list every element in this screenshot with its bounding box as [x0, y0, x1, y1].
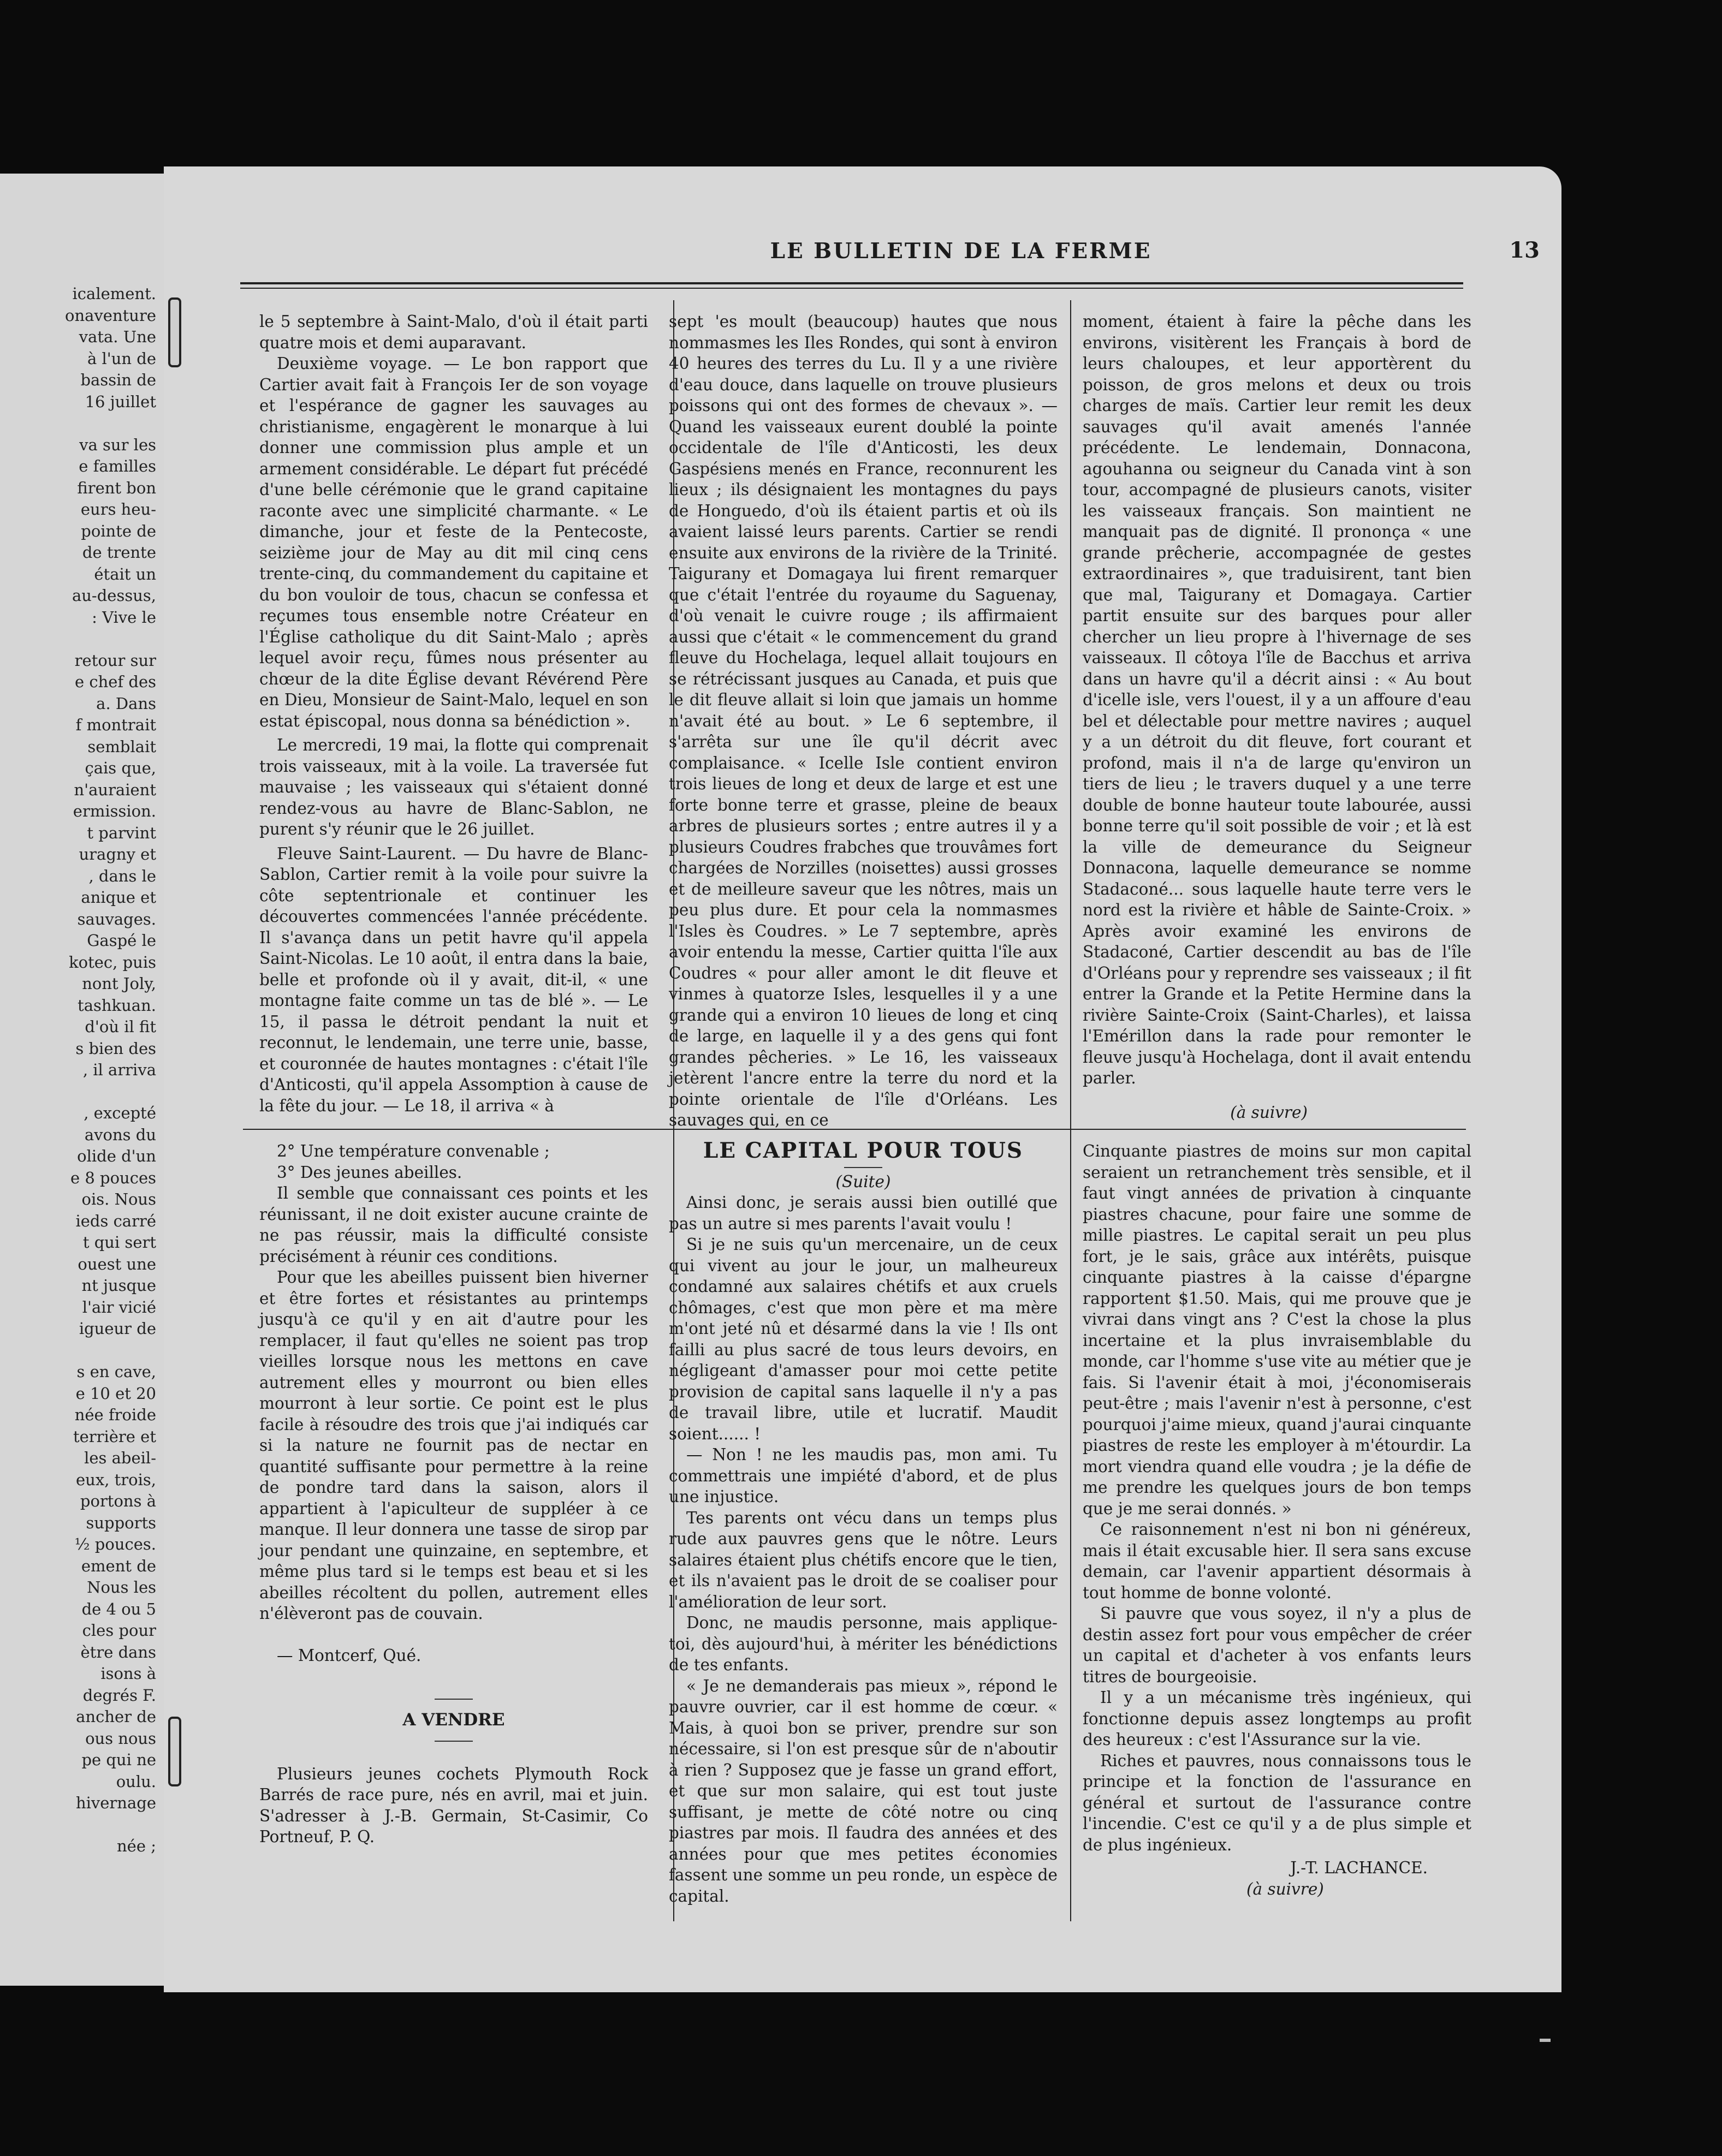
previous-page-line: e 8 pouces: [70, 1168, 156, 1187]
previous-page-line: va sur les: [79, 435, 156, 454]
paragraph: Il y a un mécanisme très ingénieux, qui fonctionne depuis assez longtemps au profit des heureux : c'est l'Assurance sur la vie.: [1083, 1688, 1471, 1749]
paragraph: Riches et pauvres, nous connaissons tous le principe et la fonction de l'assurance en général et surtout de l'assurance contre l'incendie. C'est ce qu'il y a de plus simple et de plus ingénieux.: [1083, 1751, 1471, 1854]
previous-page-line: bassin de: [80, 371, 156, 389]
paragraph: 2° Une température convenable ;: [277, 1142, 550, 1160]
previous-page-line: terrière et: [73, 1427, 156, 1446]
previous-page-line: e 10 et 20: [75, 1384, 156, 1403]
article-title: LE CAPITAL POUR TOUS: [703, 1138, 1024, 1163]
previous-page-line: n'auraient: [74, 780, 156, 799]
previous-page-line: , dans le: [88, 866, 156, 885]
page-header-title: LE BULLETIN DE LA FERME: [770, 239, 1152, 264]
divider: [435, 1699, 473, 1700]
previous-page-line: , excepté: [84, 1104, 156, 1122]
film-edge-mark: [1540, 2039, 1551, 2042]
article-column-1: [259, 311, 648, 1116]
binding-clip-icon: [168, 1717, 181, 1786]
previous-page-line: oulu.: [116, 1772, 156, 1791]
previous-page-line: ermission.: [73, 802, 156, 820]
paragraph: — Non ! ne les maudis pas, mon ami. Tu commettrais une impiété d'abord, et de plus une injustice.: [669, 1445, 1058, 1506]
previous-page-line: au-dessus,: [72, 586, 156, 605]
previous-page-line: degrés F.: [82, 1686, 156, 1705]
previous-page-line: onaventure: [64, 306, 156, 325]
paragraph: Tes parents ont vécu dans un temps plus rude aux pauvres gens que le nôtre. Leurs salaires étaient plus chétifs encore que le tien, et ils n'avaient pas le droit de se coaliser pour l'amélioration de leur sort.: [669, 1508, 1058, 1611]
previous-page-line: ous nous: [85, 1729, 156, 1748]
previous-page-line: d'où il fit: [85, 1017, 156, 1036]
previous-page-line: vata. Une: [79, 327, 156, 346]
classified-title: A VENDRE: [402, 1710, 505, 1730]
previous-page-line: s bien des: [75, 1039, 156, 1058]
paragraph: Pour que les abeilles puissent bien hiverner et être fortes et résistantes au printemps jusqu'à ce qu'il y en ait d'autre pour les remplacer, il faut qu'elles ne soient pas trop vieilles lorsque nous les mettons en cave autrement elles y mourront ou bien elles mourront à leur sortie. Ce point est le plus facile à résoudre des trois que j'ai indiqués car si la nature ne fournit pas de nectar en quantité suffisante pour permettre à la reine de pondre tard dans la saison, alors il appartient à l'apiculteur de suppléer à ce manque. Il leur donnera une tasse de sirop par jour pendant une quinzaine, en septembre, et même plus tard si le temps est beau et si les abeilles récoltent du pollen, autrement elles n'élèveront pas de couvain.: [259, 1268, 648, 1623]
paragraph: Il semble que connaissant ces points et les réunissant, il ne doit exister aucune crainte de ne pas réussir, mais la difficulté consiste précisément à réunir ces conditions.: [259, 1184, 648, 1266]
capital-column-2: [1083, 1141, 1471, 1899]
paragraph: Cinquante piastres de moins sur mon capital seraient un retranchement très sensible, et il faut vingt années de privation à cinquante piastres chacune, pour faire une somme de mille piastres. Le capital serait un peu plus fort, je le sais, grâce aux intérêts, puisque cinquante piastres à la caisse d'épargne rapportent $1.50. Mais, qui me prouve que je vivrai dans vingt ans ? C'est la chose la plus incertaine et la plus invraisemblable du monde, car l'homme s'use vite au métier que je fais. Si l'avenir était à moi, j'économiserais peut-être ; mais l'avenir n'est à personne, c'est pourquoi j'aime mieux, quand j'aurai cinquante piastres de reste les employer à m'étourdir. La mort viendra quand elle voudra ; je la défie de me prendre les quelques jours de bon temps que je me serai donnés. »: [1083, 1142, 1471, 1518]
previous-page-line: isons à: [100, 1664, 156, 1683]
previous-page-line: supports: [86, 1513, 156, 1532]
paragraph: 3° Des jeunes abeilles.: [277, 1163, 462, 1182]
previous-page-line: : Vive le: [92, 608, 156, 627]
article-column-3: [1083, 311, 1471, 1123]
previous-page-line: eurs heu-: [80, 500, 156, 519]
previous-page-line: s en cave,: [76, 1362, 156, 1381]
previous-page-line: ois. Nous: [81, 1190, 156, 1208]
paragraph: Si je ne suis qu'un mercenaire, un de ceux qui vivent au jour le jour, un malheureux condamné aux salaires chétifs et aux cruels chômages, c'est que mon père et ma mère m'ont jeté nû et désarmé dans la vie ! Ils ont failli au plus sacré de tous leurs devoirs, en négligeant d'amasser pour moi cette petite provision de capital sans laquelle il n'y a pas de travail libre, utile et lucratif. Maudit soient...... !: [669, 1235, 1058, 1443]
header-rule: [240, 282, 1463, 284]
previous-page-line: , il arriva: [82, 1061, 156, 1079]
previous-page-line: sauvages.: [77, 909, 156, 928]
previous-page-line: a. Dans: [96, 694, 156, 713]
paragraph: Ce raisonnement n'est ni bon ni généreux, mais il était excusable hier. Il sera sans excuse demain, car l'avenir appartient désormais à tout homme de bonne volonté.: [1083, 1520, 1471, 1602]
previous-page-line: eux, trois,: [76, 1470, 156, 1489]
author-signature: J.-T. LACHANCE.: [1290, 1859, 1428, 1877]
previous-page-line: de 4 ou 5: [81, 1599, 156, 1618]
previous-page-line: retour sur: [74, 651, 156, 670]
previous-page-line: anique et: [81, 888, 156, 907]
previous-page-line: ement de: [81, 1556, 156, 1575]
divider: [844, 1167, 882, 1168]
page-number: 13: [1509, 237, 1540, 263]
previous-page-strip: [0, 174, 164, 1986]
previous-page-line: kotec, puis: [69, 952, 156, 972]
previous-page-line: nt jusque: [81, 1276, 156, 1295]
binding-clip-icon: [168, 297, 181, 367]
previous-page-line: e chef des: [74, 672, 156, 691]
previous-page-line: f montrait: [75, 716, 156, 734]
previous-page-line: nont Joly,: [82, 974, 156, 993]
previous-page-line: ancher de: [76, 1707, 156, 1726]
paragraph: Si pauvre que vous soyez, il n'y a plus de destin assez fort pour vous empêcher de créer un capital et d'acheter à vos enfants leurs titres de bourgeoisie.: [1083, 1604, 1471, 1686]
previous-page-line: l'air vicié: [82, 1297, 156, 1317]
previous-page-line: ieds carré: [75, 1211, 156, 1230]
previous-page-line: née froide: [74, 1405, 156, 1424]
paragraph: Deuxième voyage. — Le bon rapport que Cartier avait fait à François Ier de son voyage et l'espérance de gagner les sauvages au christianisme, engagèrent le monarque à lui donner une commission plus ample et un armement considérable. Le départ fut précédé d'une belle cérémonie que le grand capitaine raconte avec une simplicité charmante. « Le dimanche, jour et feste de la Pentecoste, seizième jour de May au dit mil cinq cens trente-cinq, du commandement du capitaine et du bon vouloir de tous, chacun se confessa et reçumes tous ensemble notre Créateur en l'Église catholique du dit Saint-Malo ; après lequel avoir reçu, fûmes nous présenter au chœur de la dite Église devant Révérend Père en Dieu, Monsieur de Saint-Malo, lequel en son estat épiscopal, nous donna sa bénédiction ».: [259, 354, 648, 730]
previous-page-line: à l'un de: [87, 349, 156, 368]
previous-page-line: e familles: [79, 457, 156, 475]
previous-page-line: uragny et: [79, 845, 156, 863]
continued-note: (à suivre): [1230, 1103, 1308, 1122]
previous-page-line: 16 juillet: [85, 392, 156, 411]
article-suite: (Suite): [835, 1172, 891, 1191]
newspaper-page: [164, 166, 1561, 1992]
previous-page-line: avons du: [84, 1125, 156, 1144]
previous-page-line: Gaspé le: [87, 931, 156, 950]
header-rule-thin: [240, 288, 1463, 289]
previous-page-line: cles pour: [82, 1621, 156, 1640]
capital-column-1: [669, 1138, 1058, 1907]
paragraph: Le mercredi, 19 mai, la flotte qui comprenait trois vaisseaux, mit à la voile. La traversée fut mauvaise ; les vaisseaux qui s'étaient donné rendez-vous au havre de Blanc-Sablon, ne purent s'y réunir que le 26 juillet.: [259, 736, 648, 838]
previous-page-line: semblait: [87, 737, 156, 756]
previous-page-line: t parvint: [87, 823, 156, 842]
previous-page-line: hivernage: [75, 1794, 156, 1812]
previous-page-line: igueur de: [79, 1319, 156, 1338]
previous-page-line: de trente: [82, 543, 156, 562]
beekeeping-column: [259, 1141, 648, 1848]
paragraph: le 5 septembre à Saint-Malo, d'où il était parti quatre mois et demi auparavant.: [259, 312, 648, 352]
previous-page-line: était un: [94, 564, 156, 583]
previous-page-line: olide d'un: [77, 1147, 156, 1165]
column-divider: [1070, 300, 1071, 1272]
paragraph: Fleuve Saint-Laurent. — Du havre de Blanc-Sablon, Cartier remit à la voile pour suivre la côte septentrionale et continuer les découvertes commencées l'année précédente. Il s'avança dans un petit havre qu'il appela Saint-Nicolas. Le 10 août, il entra dans la baie, belle et profonde où il y avait, dit-il, « une montagne faite comme un tas de blé ». — Le 15, il passa le détroit pendant la nuit et reconnut, le lendemain, une terre unie, basse, et couronnée de hautes montagnes : c'était l'île d'Anticosti, qu'il appela Assomption à cause de la fête du jour. — Le 18, il arriva « à: [259, 844, 648, 1115]
continued-note: (à suivre): [1246, 1879, 1324, 1898]
previous-page-line: ouest une: [78, 1254, 156, 1273]
paragraph: Ainsi donc, je serais aussi bien outillé que pas un autre si mes parents l'avait voulu !: [669, 1193, 1058, 1233]
paragraph: sept 'es moult (beaucoup) hautes que nous nommasmes les Iles Rondes, qui sont à environ 40 heures des terres du Lu. Il y a une rivière d'eau douce, dans laquelle on trouve plusieurs poissons qui ont des formes de chevaux ». — Quand les vaisseaux eurent doublé la pointe occidentale de l'île d'Anticosti, les deux Gaspésiens menés en France, reconnurent les lieux ; ils désignaient les montagnes du pays de Honguedo, d'où ils étaient partis et où ils avaient laissé leurs parents. Cartier se rendi ensuite aux environs de la rivière de la Trinité. Taigurany et Domagaya lui firent remarquer que c'était l'entrée du royaume du Saguenay, d'où venait le cuivre rouge ; ils affirmaient aussi que c'était « le commencement du grand fleuve du Hochelaga, lequel allait toujours en se rétrécissant jusques au Canada, et puis que le dit fleuve allait si loin que jamais un homme n'avait été au bout. » Le 6 septembre, il s'arrêta sur une île qu'il décrit avec complaisance. « Icelle Isle contient environ trois lieues de long et deux de large et est une forte bonne terre et grasse, pleine de beaux arbres de plusieurs sortes ; entre autres il y a plusieurs Coudres frabches que trouvâmes fort chargées de Norzilles (noisettes) aussi grosses et de meilleure saveur que les nôtres, mais un peu plus dure. Et pour cela la nommasmes l'Isles ès Coudres. » Le 7 septembre, après avoir entendu la messe, Cartier quitta l'île aux Coudres « pour aller amont le dit fleuve et vinmes à quatorze Isles, lesquelles il y a une grande qui a environ 10 lieues de long et cinq de large, en laquelle il y a des gens qui font grandes pêcheries. » Le 16, les vaisseaux jetèrent l'ancre entre la terre du nord et la pointe orientale de l'île d'Orléans. Les sauvages qui, en ce: [669, 312, 1058, 1129]
previous-page-line: pointe de: [81, 521, 156, 540]
paragraph: « Je ne demanderais pas mieux », répond le pauvre ouvrier, car il est homme de cœur. « Mais, à quoi bon se priver, prendre sur son nécessaire, si l'on est presque sûr de n'aboutir à rien ? Supposez que je fasse un grand effort, et que sur mon salaire, qui est tout juste suffisant, je mette de côté notre ou cinq piastres par mois. Il faudra des années et des années pour que mes petites économies fassent une somme un peu ronde, un espèce de capital.: [669, 1676, 1058, 1905]
previous-page-line: Nous les: [87, 1578, 156, 1597]
previous-page-line: née ;: [117, 1837, 156, 1855]
previous-page-line: t qui sert: [82, 1233, 156, 1252]
previous-page-line: tashkuan.: [78, 996, 156, 1015]
previous-page-line: portons à: [80, 1492, 156, 1510]
paragraph: moment, étaient à faire la pêche dans les environs, visitèrent les Français à bord de leurs chaloupes, et leur apportèrent du poisson, de gros melons et deux ou trois charges de maïs. Cartier leur remit les deux sauvages qu'il avait amenés l'année précédente. Le lendemain, Donnacona, agouhanna ou seigneur du Canada vint à son tour, accompagné de plusieurs canots, visiter les vaisseaux français. Son maintient ne manquait pas de dignité. Il prononça « une grande prêcherie, accompagnée de gestes extraordinaires », que traduisirent, tant bien que mal, Taigurany et Domagaya. Cartier partit ensuite sur des barques pour aller chercher un lieu propre à l'hivernage de ses vaisseaux. Il côtoya l'île de Bacchus et arriva dans un havre qu'il a décrit ainsi : « Au bout d'icelle isle, vers l'ouest, il y a un affoure d'eau bel et délectable pour mettre navires ; auquel y a un détroit du dit fleuve, fort courant et profond, mais il n'a de large qu'environ un tiers de lieu ; le travers duquel y a une terre double de bonne hauteur toute labourée, aussi bonne terre qu'il soit possible de voir ; et là est la ville de demeurance du Seigneur Donnacona, laquelle demeurance se nomme Stadaconé... sous laquelle haute terre vers le nord est la rivière et hâble de Sainte-Croix. » Après avoir examiné les environs de Stadaconé, Cartier descendit au bas de l'île d'Orléans pour y reprendre ses vaisseaux ; il fit entrer la Grande et la Petite Hermine dans la rivière Sainte-Croix (Saint-Charles), et laissa l'Emérillon dans la rade pour remonter le fleuve jusqu'à Hochelaga, dont il avait entendu parler.: [1083, 312, 1471, 1087]
paragraph: Donc, ne maudis personne, mais applique-toi, dès aujourd'hui, à mériter les bénédictions de tes enfants.: [669, 1613, 1058, 1674]
previous-page-line: icalement.: [72, 284, 156, 303]
previous-page-line: firent bon: [77, 478, 156, 497]
divider: [435, 1741, 473, 1742]
previous-page-line: ½ pouces.: [74, 1535, 156, 1553]
column-divider: [1070, 1135, 1071, 1921]
previous-page-line: les abeil-: [84, 1449, 156, 1467]
author-location: — Montcerf, Qué.: [277, 1646, 421, 1665]
article-column-2: [669, 311, 1058, 1131]
previous-page-line: çais que,: [85, 759, 156, 777]
previous-page-line: pe qui ne: [81, 1750, 156, 1769]
classified-text: Plusieurs jeunes cochets Plymouth Rock Barrés de race pure, nés en avril, mai et juin. S'adresser à J.-B. Germain, St-Casimir, Co Portneuf, P. Q.: [259, 1764, 648, 1846]
previous-page-line: ètre dans: [80, 1642, 156, 1661]
